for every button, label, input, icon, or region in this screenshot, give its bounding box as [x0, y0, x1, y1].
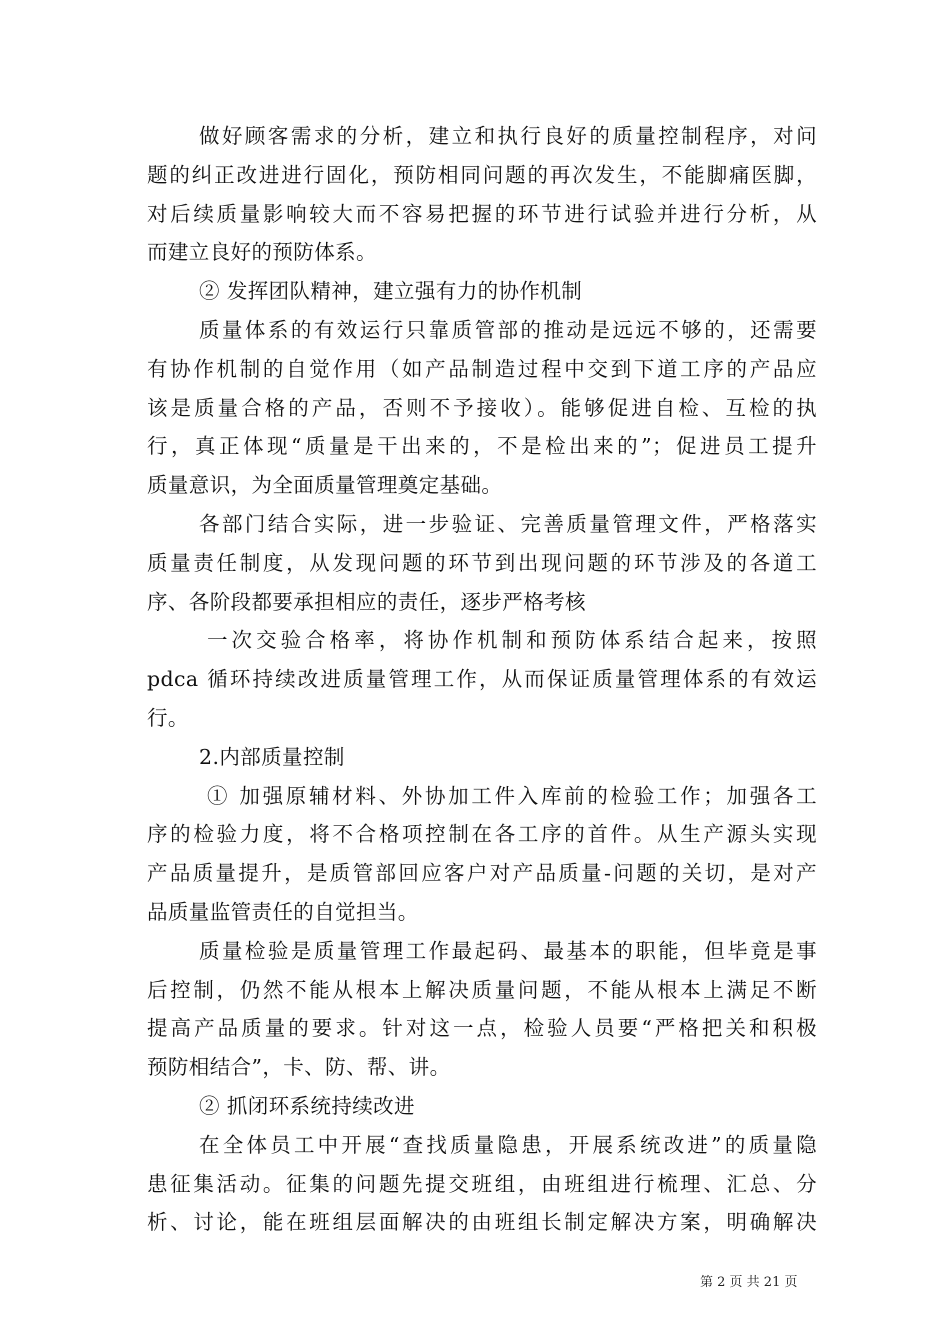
paragraph-line: 而建立良好的预防体系。 [147, 240, 377, 265]
paragraph-line: 题的纠正改进进行固化，预防相同问题的再次发生，不能脚痛医脚， [147, 162, 817, 187]
paragraph-line: 预防相结合”，卡、防、帮、讲。 [147, 1055, 451, 1080]
section-heading: ② 抓闭环系统持续改进 [199, 1093, 415, 1118]
paragraph-line: 后控制，仍然不能从根本上解决质量问题，不能从根本上满足不断 [147, 977, 817, 1002]
paragraph-line: 析、讨论，能在班组层面解决的由班组长制定解决方案，明确解决 [147, 1210, 817, 1235]
paragraph-line: ① 加强原辅材料、外协加工件入库前的检验工作；加强各工 [207, 783, 817, 808]
paragraph-line: 各部门结合实际，进一步验证、完善质量管理文件，严格落实 [199, 511, 817, 536]
paragraph-line: 质量体系的有效运行只靠质管部的推动是远远不够的，还需要 [199, 317, 817, 342]
paragraph-line: 序、各阶段都要承担相应的责任，逐步严格考核 [147, 589, 586, 614]
page-number: 第 2 页 共 21 页 [700, 1275, 798, 1290]
paragraph-line: 一次交验合格率，将协作机制和预防体系结合起来，按照 [207, 628, 817, 653]
paragraph-line: 有协作机制的自觉作用（如产品制造过程中交到下道工序的产品应 [147, 356, 817, 381]
section-heading: 2.内部质量控制 [199, 744, 345, 769]
paragraph-line: 在全体员工中开展“查找质量隐患，开展系统改进”的质量隐 [199, 1132, 817, 1157]
paragraph-line: 患征集活动。征集的问题先提交班组，由班组进行梳理、汇总、分 [147, 1171, 817, 1196]
document-body [147, 117, 817, 1242]
paragraph-line: 提高产品质量的要求。针对这一点，检验人员要“严格把关和积极 [147, 1016, 817, 1041]
section-heading: ② 发挥团队精神，建立强有力的协作机制 [199, 279, 583, 304]
paragraph-line: 品质量监管责任的自觉担当。 [147, 899, 419, 924]
paragraph-line: 做好顾客需求的分析，建立和执行良好的质量控制程序，对问 [199, 124, 817, 148]
paragraph-line: 质量检验是质量管理工作最起码、最基本的职能，但毕竟是事 [199, 938, 817, 963]
paragraph-line: pdca 循环持续改进质量管理工作，从而保证质量管理体系的有效运 [147, 667, 817, 692]
paragraph-line: 行，真正体现“质量是干出来的，不是检出来的”；促进员工提升 [147, 434, 817, 459]
paragraph-line: 对后续质量影响较大而不容易把握的环节进行试验并进行分析，从 [147, 201, 817, 226]
paragraph-line: 行。 [147, 705, 189, 730]
paragraph-line: 序的检验力度，将不合格项控制在各工序的首件。从生产源头实现 [147, 822, 817, 847]
paragraph-line: 该是质量合格的产品，否则不予接收）。能够促进自检、互检的执 [147, 395, 817, 420]
paragraph-line: 质量责任制度，从发现问题的环节到出现问题的环节涉及的各道工 [147, 550, 817, 575]
paragraph-line: 质量意识，为全面质量管理奠定基础。 [147, 473, 503, 498]
paragraph-line: 产品质量提升，是质管部回应客户对产品质量-问题的关切，是对产 [147, 861, 817, 886]
